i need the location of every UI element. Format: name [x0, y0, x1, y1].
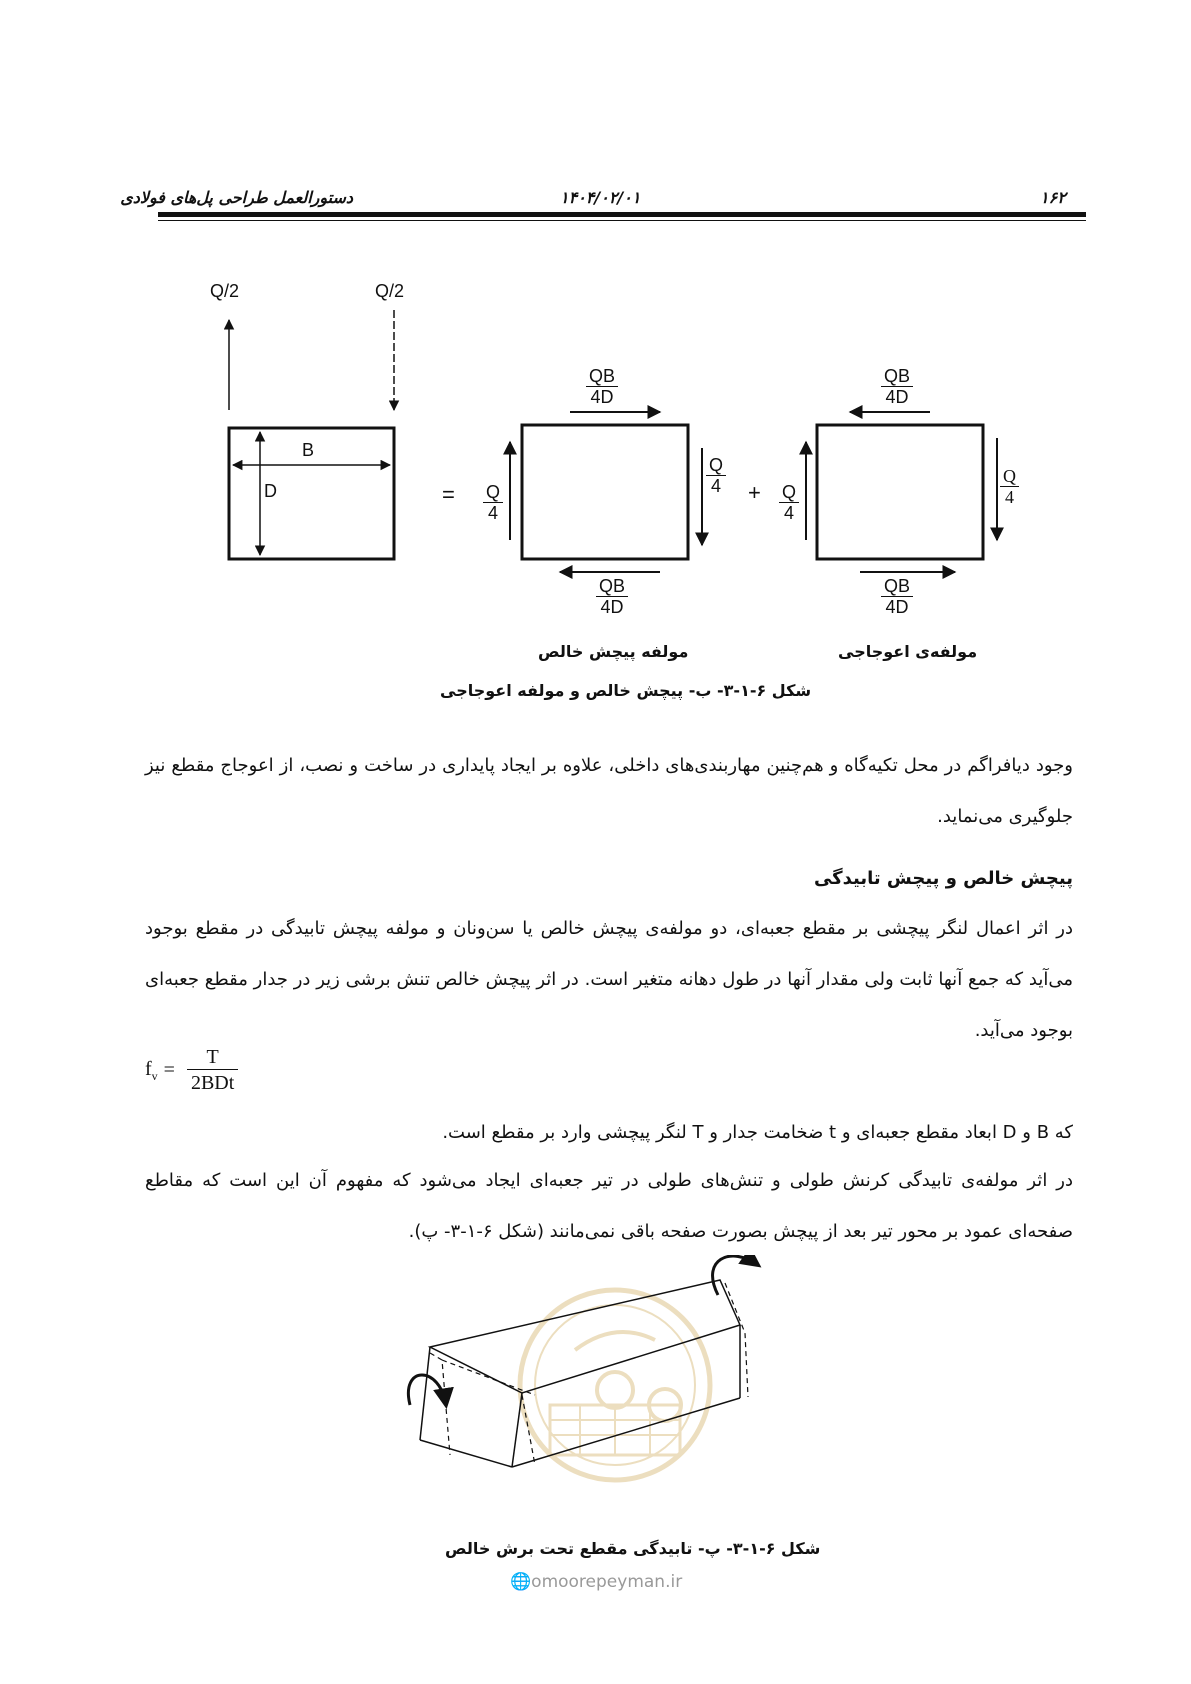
fraction-denominator: 4D	[885, 597, 909, 617]
torque-arrow-top	[713, 1256, 758, 1295]
fraction-denominator: 4	[784, 503, 795, 523]
distortion-left-fraction	[779, 482, 799, 523]
formula-numerator: T	[187, 1045, 238, 1070]
distortion-label: مولفه‌ی اعوجاجی	[838, 642, 978, 661]
fraction-denominator: 4D	[600, 597, 624, 617]
fraction-numerator: Q	[1000, 466, 1019, 487]
distortion-outline	[817, 425, 983, 559]
pure-top-fraction	[586, 366, 618, 407]
figure-b-caption: شکل ۶-۱-۳- ب- پیچش خالص و مولفه اعوجاجی	[440, 681, 812, 700]
width-label: B	[302, 440, 315, 460]
fraction-numerator: QB	[881, 576, 913, 597]
fraction-denominator: 4	[1005, 487, 1014, 507]
distortion-box	[806, 412, 997, 572]
figure-p-caption: شکل ۶-۱-۳- پ- تابیدگی مقطع تحت برش خالص	[445, 1539, 821, 1558]
fraction-denominator: 4D	[590, 387, 614, 407]
warping-diagram	[400, 1255, 830, 1525]
formula-denominator: 2BDt	[190, 1072, 235, 1094]
fraction-numerator: Q	[779, 482, 799, 503]
equals-sign: =	[442, 482, 455, 507]
section-heading: پیچش خالص و پیچش تابیدگی	[813, 868, 1073, 889]
pure-torsion-label: مولفه پیچش خالص	[538, 642, 689, 661]
pure-bottom-fraction	[596, 576, 628, 617]
fraction-numerator: QB	[586, 366, 618, 387]
pure-right-fraction	[706, 455, 726, 496]
right-force-label: Q/2	[375, 281, 405, 301]
running-header-date: ۱۴۰۴/۰۲/۰۱	[560, 188, 641, 207]
formula-fraction	[187, 1045, 238, 1096]
fraction-numerator: Q	[706, 455, 726, 476]
pure-torsion-box	[510, 412, 702, 572]
fraction-numerator: Q	[483, 482, 503, 503]
distortion-top-fraction	[881, 366, 913, 407]
formula-equals: =	[163, 1059, 175, 1081]
globe-icon: 🌐	[510, 1572, 532, 1592]
paragraph-dimensions: که B و D ابعاد مقطع جعبه‌ای و t ضخامت جدار و T لنگر پیچشی وارد بر مقطع است.	[442, 1122, 1073, 1143]
fraction-denominator: 4	[711, 476, 722, 496]
pure-torsion-outline	[522, 425, 688, 559]
left-force-label: Q/2	[210, 281, 240, 301]
paragraph-torsion-components: در اثر اعمال لنگر پیچشی بر مقطع جعبه‌ای، دو مولفه‌ی پیچش خالص یا سن‌ونان و مولفه پیچش تابیدگی در مقطع بوجود می‌آید که جمع آنها ثابت ولی مقدار آنها در طول دهانه متغیر است. در اثر پیچش خالص تنش برشی زیر در جدار مقطع جعبه‌ای بوجود می‌آید.	[145, 918, 1073, 1041]
formula-lhs: $f_v$	[145, 1057, 158, 1083]
distortion-bottom-fraction	[881, 576, 913, 617]
fraction-denominator: 4	[488, 503, 499, 523]
shear-stress-formula	[145, 1045, 238, 1096]
distortion-right-fraction	[1000, 466, 1019, 507]
plus-sign: +	[748, 480, 761, 505]
page-number: ۱۶۲	[1040, 188, 1066, 207]
fraction-numerator: QB	[596, 576, 628, 597]
fraction-numerator: QB	[881, 366, 913, 387]
running-header-title: دستورالعمل طراحی پل‌های فولادی	[120, 188, 353, 207]
fraction-denominator: 4D	[885, 387, 909, 407]
left-box-section	[229, 310, 394, 559]
pure-left-fraction	[483, 482, 503, 523]
depth-label: D	[264, 481, 277, 501]
watermark-url: 🌐omoorepeyman.ir	[510, 1572, 683, 1592]
paragraph-warping: در اثر مولفه‌ی تابیدگی کرنش طولی و تنش‌های طولی در تیر جعبه‌ای ایجاد می‌شود که مفهوم آن این است که مقاطع صفحه‌ای عمود بر محور تیر بعد از پیچش بصورت صفحه باقی نمی‌مانند (شکل ۶-۱-۳- پ).	[145, 1170, 1073, 1242]
paragraph-diaphragm: وجود دیافراگم در محل تکیه‌گاه و هم‌چنین مهاربندی‌های داخلی، علاوه بر ایجاد پایداری در ساخت و نصب، از اعوجاج مقطع نیز جلوگیری می‌نماید.	[145, 755, 1073, 827]
